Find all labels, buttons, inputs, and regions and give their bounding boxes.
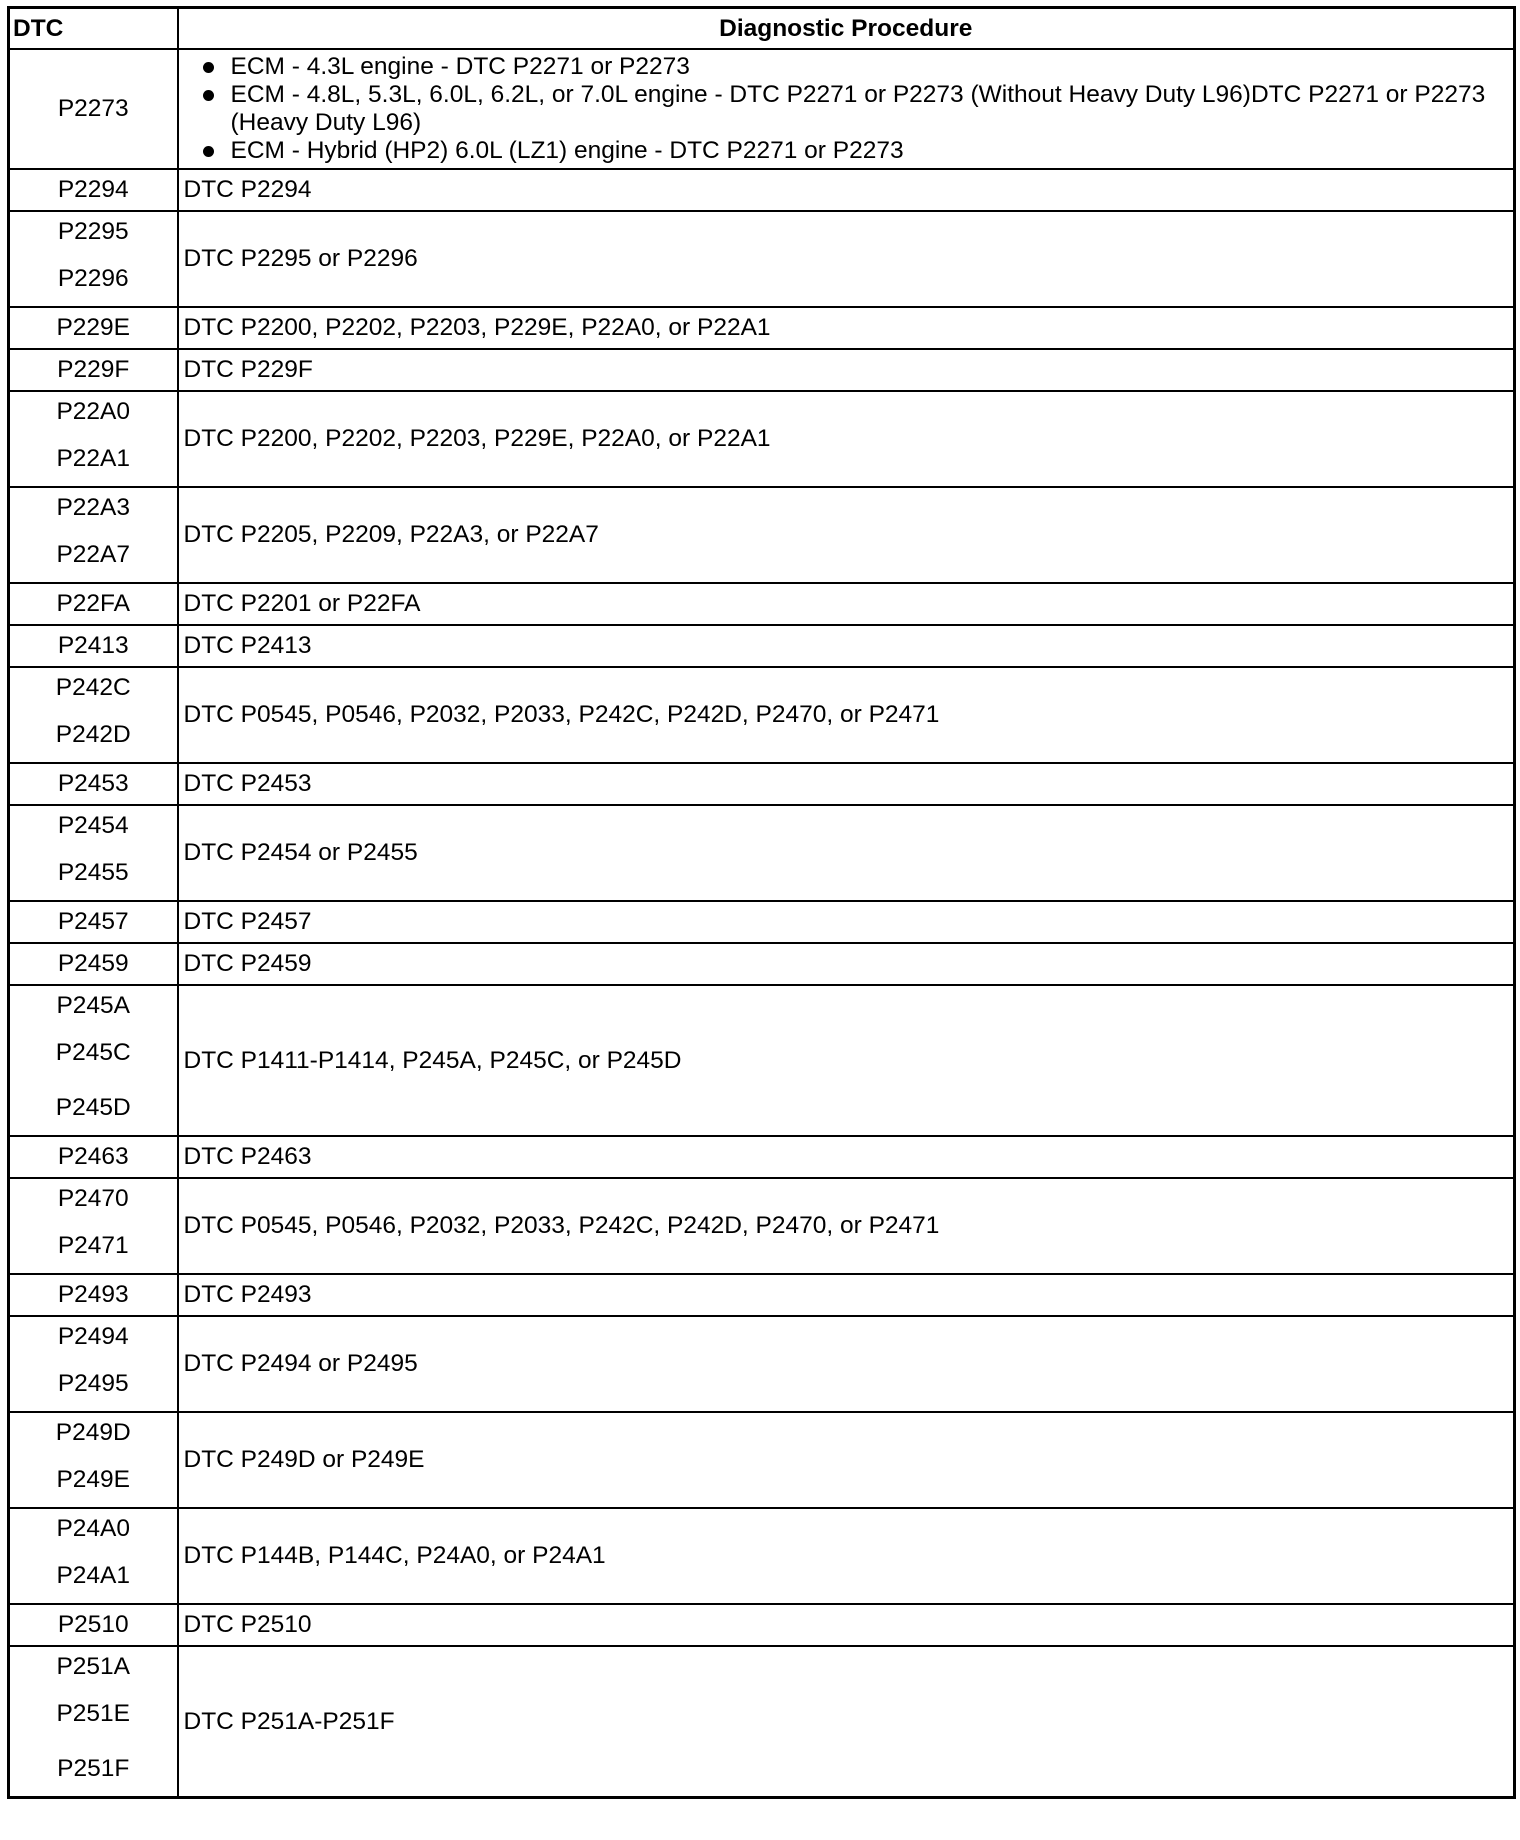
procedure-cell: DTC P2295 or P2296 [178,211,1515,307]
dtc-code: P249D [55,1419,131,1446]
dtc-code: P2453 [57,770,129,797]
dtc-code: P2294 [57,176,129,203]
dtc-cell [9,763,178,805]
procedure-cell: DTC P2200, P2202, P2203, P229E, P22A0, or P22A1 [178,307,1515,349]
table-row [9,1646,1515,1798]
dtc-cell [9,1178,178,1274]
table-row [9,391,1515,487]
dtc-cell [9,1646,178,1798]
dtc-cell [9,985,178,1136]
dtc-code: P2457 [57,908,129,935]
header-dtc: DTC [9,8,178,50]
dtc-code: P22A0 [56,398,131,425]
procedure-cell: DTC P249D or P249E [178,1412,1515,1508]
table-row [9,1178,1515,1274]
dtc-cell [9,583,178,625]
table-row [9,901,1515,943]
table-row [9,1508,1515,1604]
dtc-code: P229E [56,314,131,341]
table-row [9,625,1515,667]
procedure-bullet: ECM - Hybrid (HP2) 6.0L (LZ1) engine - DTC P2271 or P2273 [201,137,1494,165]
dtc-code: P245A [56,992,131,1019]
dtc-code: P2470 [57,1185,129,1212]
procedure-cell: DTC P0545, P0546, P2032, P2033, P242C, P242D, P2470, or P2471 [178,1178,1515,1274]
dtc-cell [9,349,178,391]
table-row [9,307,1515,349]
procedure-cell: DTC P2453 [178,763,1515,805]
dtc-code: P2295 [57,218,129,245]
dtc-cell [9,391,178,487]
table-row [9,805,1515,901]
dtc-code: P22A3 [56,494,131,521]
procedure-bullet-list [179,50,1514,168]
dtc-cell: P2273 [9,49,178,169]
dtc-code: P249E [56,1466,131,1493]
dtc-cell [9,211,178,307]
table-row [9,1604,1515,1646]
table-row [9,211,1515,307]
procedure-cell: DTC P2457 [178,901,1515,943]
dtc-cell [9,667,178,763]
dtc-cell [9,1508,178,1604]
procedure-cell: DTC P144B, P144C, P24A0, or P24A1 [178,1508,1515,1604]
dtc-cell [9,805,178,901]
procedure-cell: DTC P2494 or P2495 [178,1316,1515,1412]
dtc-cell [9,1604,178,1646]
dtc-code: P24A1 [56,1562,131,1589]
table-row [9,169,1515,211]
procedure-cell [178,49,1515,169]
procedure-cell: DTC P229F [178,349,1515,391]
table-row [9,487,1515,583]
dtc-cell [9,1316,178,1412]
dtc-cell [9,1274,178,1316]
dtc-cell [9,625,178,667]
procedure-bullet: ECM - 4.8L, 5.3L, 6.0L, 6.2L, or 7.0L engine - DTC P2271 or P2273 (Without Heavy Duty L96)DTC P2271 or P2273 (Heavy Duty L96) [201,81,1494,137]
dtc-cell [9,901,178,943]
procedure-cell: DTC P2454 or P2455 [178,805,1515,901]
dtc-code: P229F [57,356,130,383]
table-row [9,583,1515,625]
dtc-code: P2413 [57,632,129,659]
dtc-code: P245C [55,1039,131,1066]
table-row [9,763,1515,805]
procedure-cell: DTC P2201 or P22FA [178,583,1515,625]
dtc-code: P2455 [57,859,129,886]
procedure-cell: DTC P2294 [178,169,1515,211]
procedure-cell: DTC P251A-P251F [178,1646,1515,1798]
dtc-table-container [7,6,1513,1799]
dtc-code: P245D [55,1094,131,1121]
dtc-code: P2471 [57,1232,129,1259]
procedure-cell: DTC P1411-P1414, P245A, P245C, or P245D [178,985,1515,1136]
dtc-code: P2463 [57,1143,129,1170]
dtc-code: P2493 [57,1281,129,1308]
dtc-code: P22FA [56,590,131,617]
dtc-code: P24A0 [56,1515,131,1542]
dtc-code: P2510 [57,1611,129,1638]
dtc-code: P251E [56,1700,131,1727]
table-row [9,667,1515,763]
dtc-code: P2494 [57,1323,129,1350]
table-row [9,1274,1515,1316]
dtc-code: P2296 [57,265,129,292]
procedure-cell: DTC P2459 [178,943,1515,985]
table-row [9,1412,1515,1508]
dtc-cell [9,1136,178,1178]
dtc-code: P242C [55,674,131,701]
dtc-cell [9,487,178,583]
dtc-code: P251A [56,1653,131,1680]
header-diagnostic-procedure: Diagnostic Procedure [178,8,1515,50]
procedure-cell: DTC P2413 [178,625,1515,667]
procedure-cell: DTC P2510 [178,1604,1515,1646]
procedure-cell: DTC P2205, P2209, P22A3, or P22A7 [178,487,1515,583]
procedure-cell: DTC P0545, P0546, P2032, P2033, P242C, P242D, P2470, or P2471 [178,667,1515,763]
procedure-bullet: ECM - 4.3L engine - DTC P2271 or P2273 [201,53,1494,81]
dtc-cell [9,1412,178,1508]
procedure-cell: DTC P2463 [178,1136,1515,1178]
dtc-code: P251F [57,1755,130,1782]
dtc-code: P22A7 [56,541,131,568]
table-row [9,49,1515,169]
dtc-table [7,6,1516,1799]
table-row [9,943,1515,985]
table-row [9,1136,1515,1178]
procedure-cell: DTC P2493 [178,1274,1515,1316]
procedure-cell: DTC P2200, P2202, P2203, P229E, P22A0, or P22A1 [178,391,1515,487]
dtc-code: P2495 [57,1370,129,1397]
dtc-code: P2454 [57,812,129,839]
dtc-cell [9,307,178,349]
dtc-cell [9,943,178,985]
dtc-code: P242D [55,721,131,748]
dtc-cell [9,169,178,211]
table-row [9,1316,1515,1412]
dtc-code: P22A1 [56,445,131,472]
dtc-code: P2459 [57,950,129,977]
header-row [9,8,1515,50]
table-row [9,349,1515,391]
table-row [9,985,1515,1136]
